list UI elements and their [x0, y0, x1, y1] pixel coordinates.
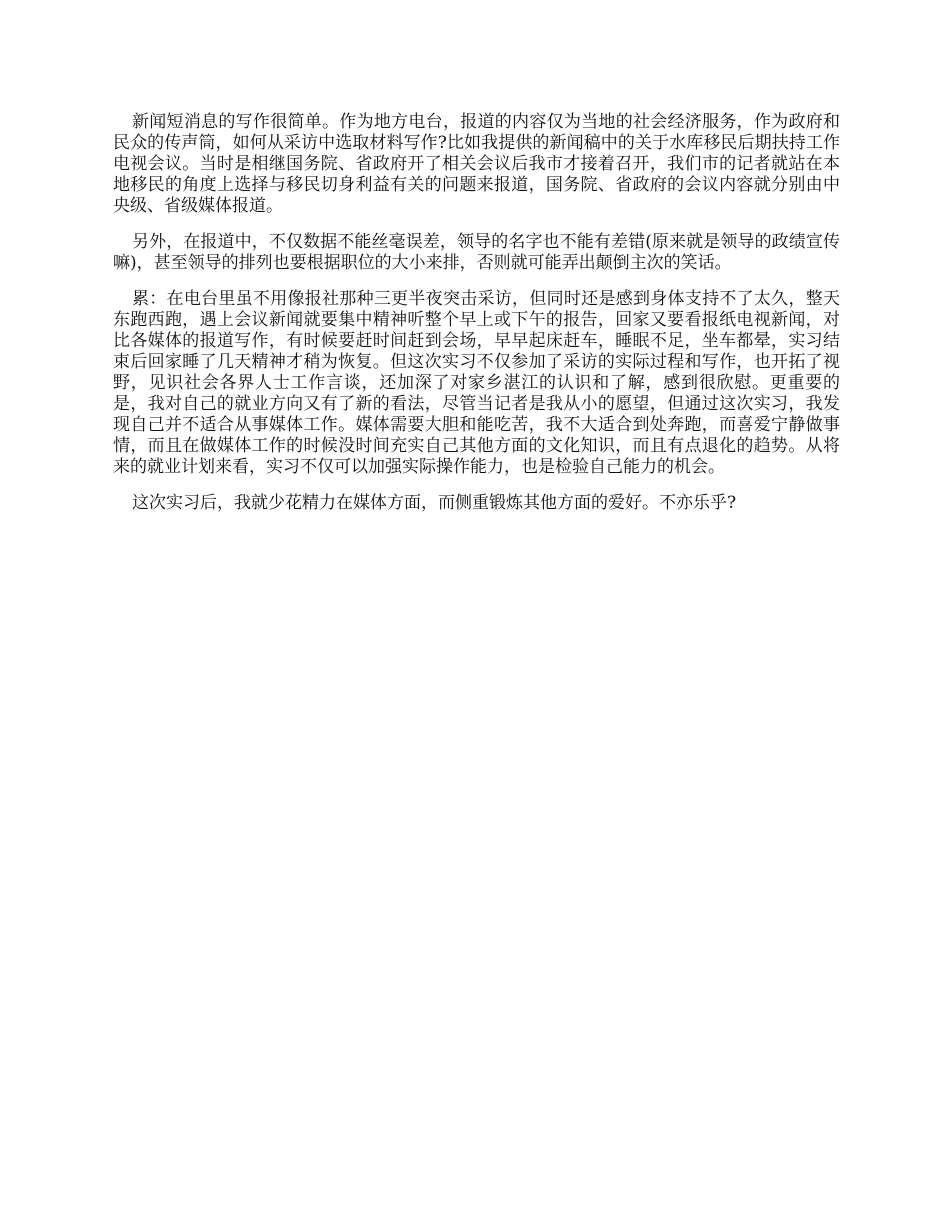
paragraph-reporting-accuracy: 另外，在报道中，不仅数据不能丝毫误差，领导的名字也不能有差错(原来就是领导的政绩宣传嘛)，甚至领导的排列也要根据职位的大小来排，否则就可能弄出颠倒主次的笑话。 [113, 232, 840, 273]
paragraph-conclusion: 这次实习后，我就少花精力在媒体方面，而侧重锻炼其他方面的爱好。不亦乐乎? [132, 493, 737, 513]
paragraph-news-writing: 新闻短消息的写作很简单。作为地方电台，报道的内容仅为当地的社会经济服务，作为政府和民众的传声筒，如何从采访中选取材料写作?比如我提供的新闻稿中的关于水库移民后期扶持工作电视会议。当时是相继国务院、省政府开了相关会议后我市才接着召开，我们市的记者就站在本地移民的角度上选择与移民切身利益有关的问题来报道，国务院、省政府的会议内容就分别由中央级、省级媒体报道。 [113, 112, 840, 216]
document-body [113, 112, 840, 529]
paragraph-fatigue-reflection: 累：在电台里虽不用像报社那种三更半夜突击采访，但同时还是感到身体支持不了太久，整天东跑西跑，遇上会议新闻就要集中精神听整个早上或下午的报告，回家又要看报纸电视新闻，对比各媒体的报道写作，有时候要赶时间赶到会场，早早起床赶车，睡眠不足，坐车都晕，实习结束后回家睡了几天精神才稍为恢复。但这次实习不仅参加了采访的实际过程和写作，也开拓了视野，见识社会各界人士工作言谈，还加深了对家乡湛江的认识和了解，感到很欣慰。更重要的是，我对自己的就业方向又有了新的看法，尽管当记者是我从小的愿望，但通过这次实习，我发现自己并不适合从事媒体工作。媒体需要大胆和能吃苦，我不大适合到处奔跑，而喜爱宁静做事情，而且在做媒体工作的时候没时间充实自己其他方面的文化知识，而且有点退化的趋势。从将来的就业计划来看，实习不仅可以加强实际操作能力，也是检验自己能力的机会。 [113, 289, 840, 477]
